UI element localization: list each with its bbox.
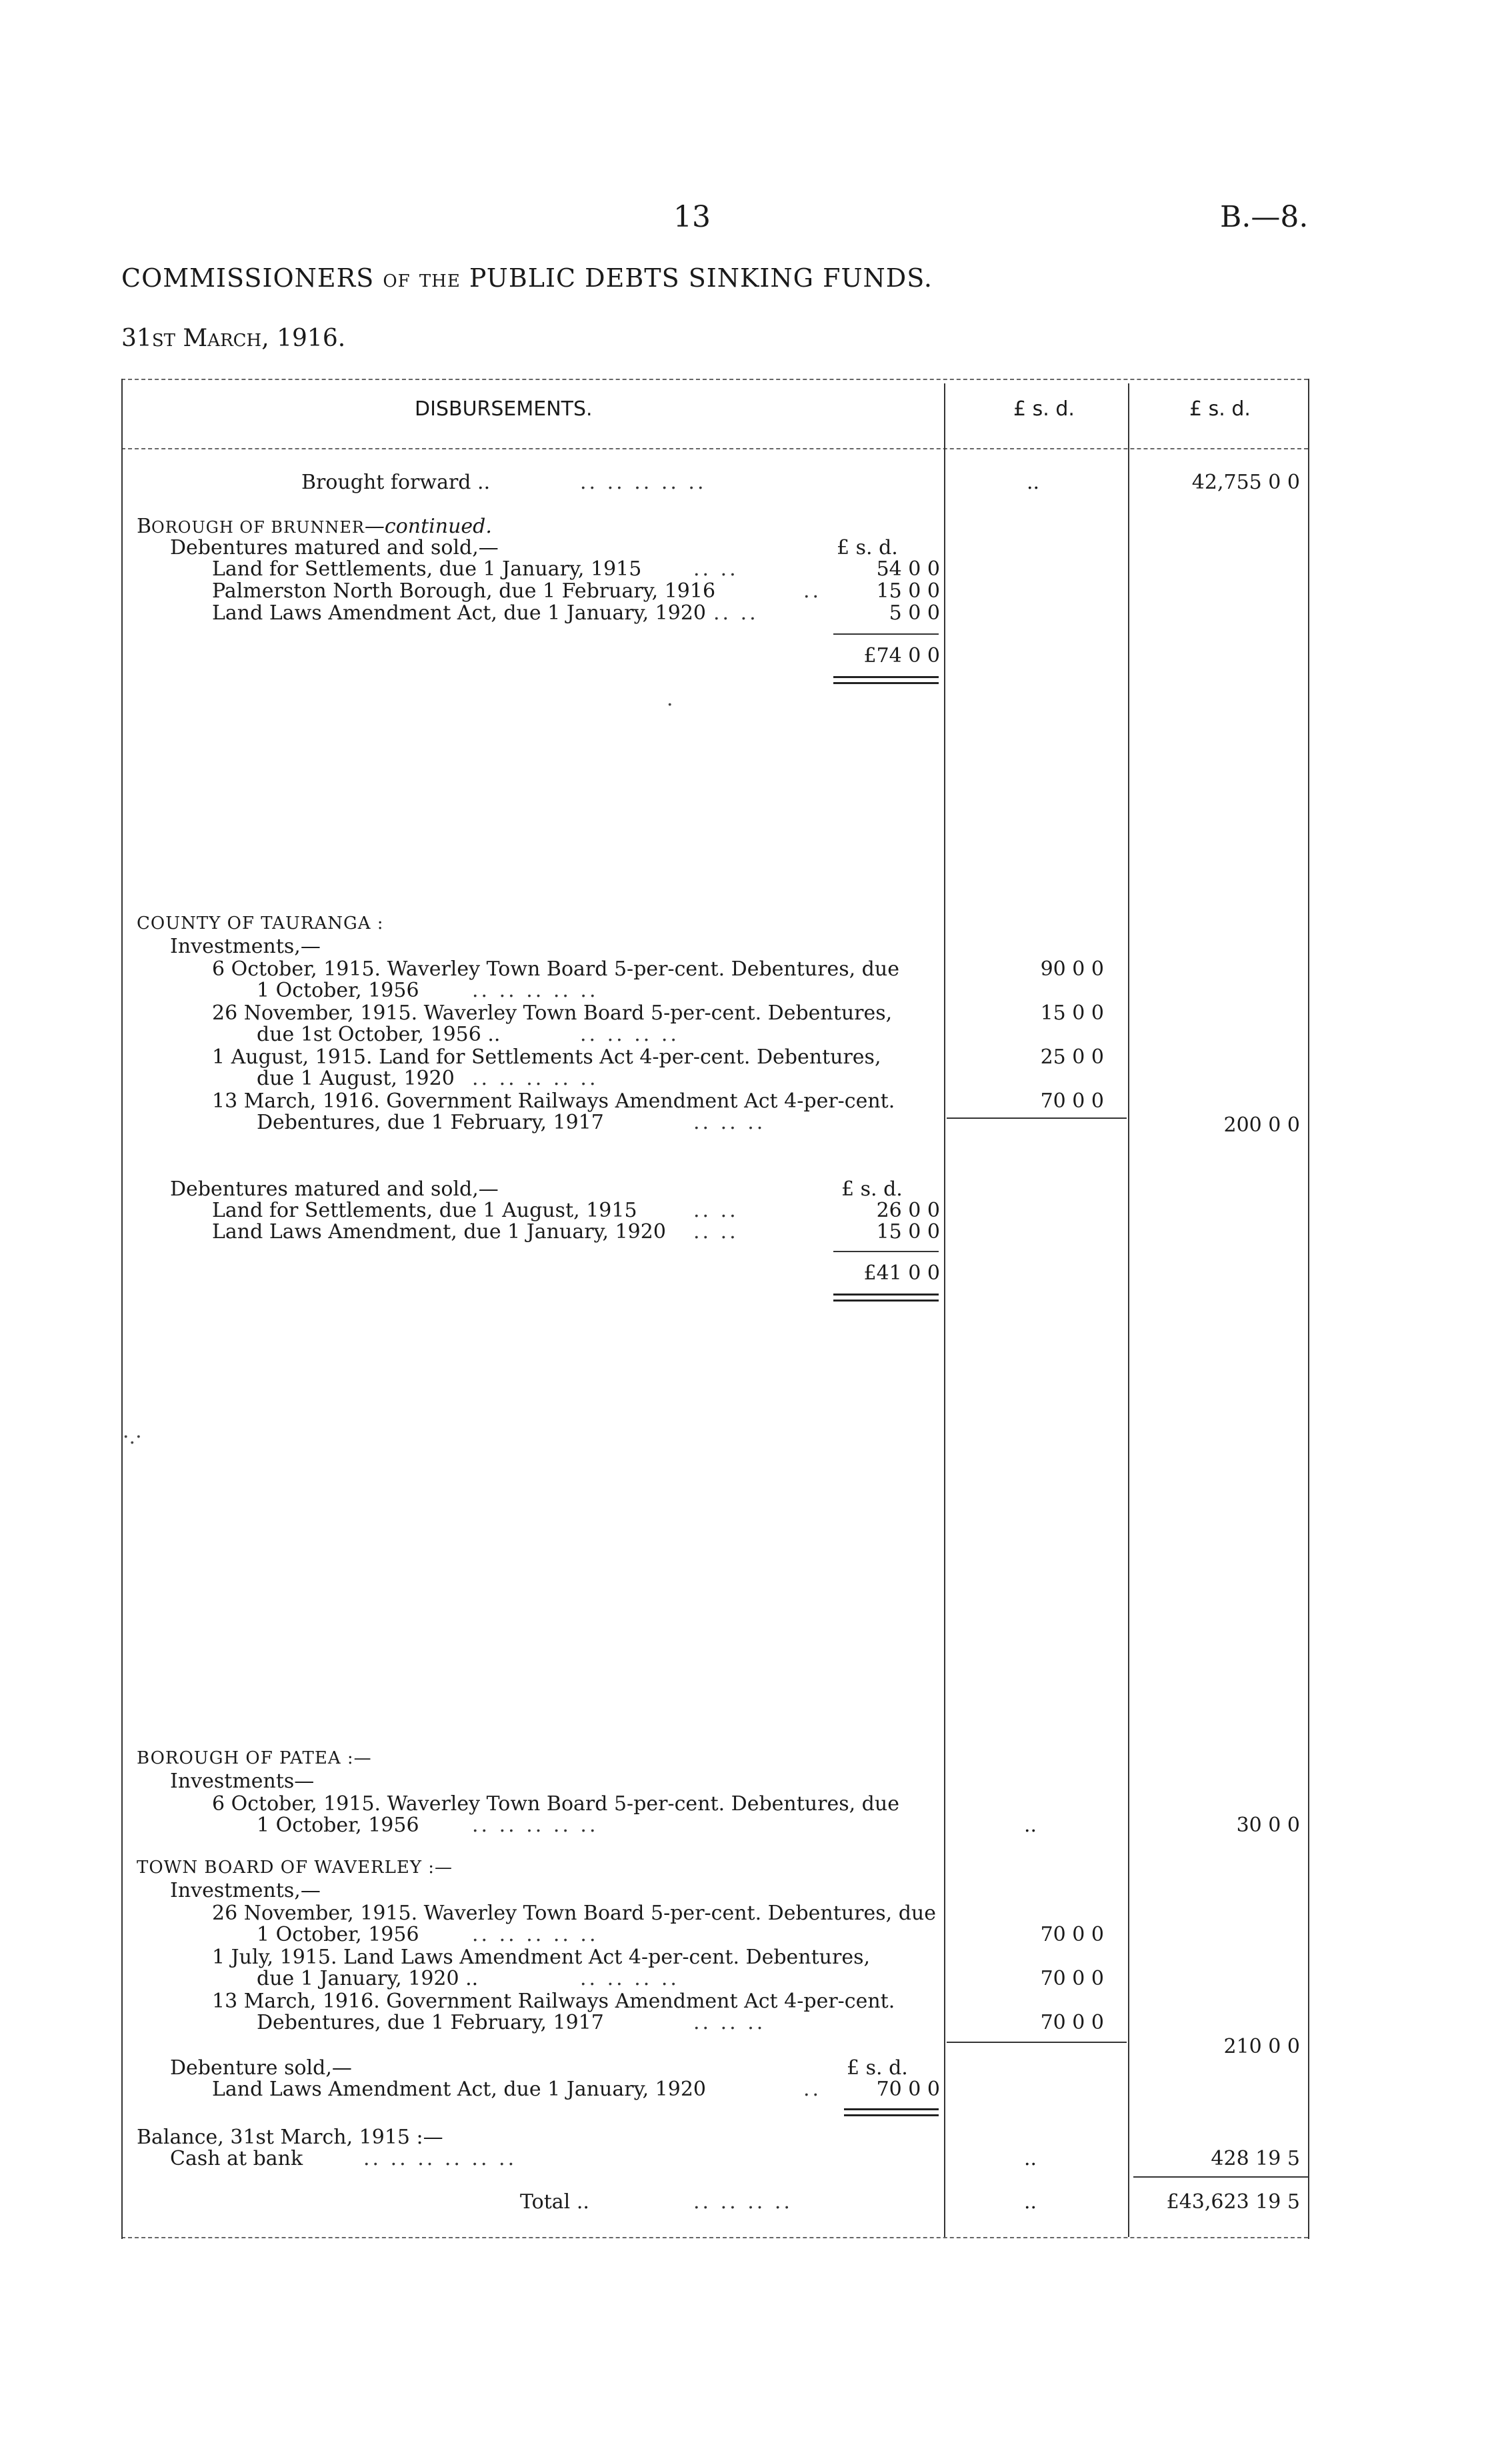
- tauranga-item-line1: 1 August, 1915. Land for Settlements Act 4-per-cent. Debentures,: [212, 1045, 881, 1069]
- waverley-sold-value: 70 0 0: [876, 2078, 940, 2101]
- tauranga-investments-rule: [947, 1117, 1127, 1119]
- column-divider-1: [944, 383, 945, 2237]
- ink-mark: ·.·: [123, 1426, 142, 1449]
- tauranga-item-line1: 6 October, 1915. Waverley Town Board 5-per-cent. Debentures, due: [212, 957, 899, 981]
- balance-label: Balance, 31st March, 1915 :—: [137, 2126, 443, 2149]
- tauranga-item-value: 25 0 0: [1040, 1045, 1104, 1069]
- tauranga-item-line2: 1 October, 1956: [257, 979, 419, 1002]
- left-border: [121, 379, 123, 2239]
- balance-dots: .. .. .. .. .. ..: [363, 2147, 517, 2170]
- table-top-rule: [121, 379, 1308, 380]
- brunner-sum-rule: [833, 633, 939, 635]
- tauranga-item-value: 90 0 0: [1040, 957, 1104, 981]
- tauranga-sold-label: Land for Settlements, due 1 August, 1915: [212, 1199, 637, 1222]
- tauranga-sold-value: 15 0 0: [876, 1220, 940, 1244]
- brunner-item-value: 15 0 0: [876, 579, 940, 603]
- waverley-item-line2: 1 October, 1956: [257, 1923, 419, 1946]
- patea-sub: Investments—: [170, 1770, 315, 1793]
- waverley-investments-rule: [947, 2042, 1127, 2043]
- tauranga-sold-dots: .. ..: [693, 1220, 739, 1244]
- date-st: ST: [151, 331, 175, 351]
- tauranga-item-line2: due 1st October, 1956 ..: [257, 1023, 501, 1046]
- waverley-double-rule: [844, 2108, 939, 2116]
- tauranga-sold-total: £41 0 0: [863, 1262, 940, 1285]
- waverley-item-line2: due 1 January, 1920 ..: [257, 1967, 479, 1990]
- brunner-heading-rest: OROUGH OF BRUNNER: [151, 518, 365, 537]
- brunner-item-value: 5 0 0: [889, 601, 940, 625]
- tauranga-sold-value: 26 0 0: [876, 1199, 940, 1222]
- waverley-heading: TOWN BOARD OF WAVERLEY :—: [137, 1858, 453, 1878]
- total-label: Total ..: [520, 2190, 589, 2214]
- total-dots: .. .. .. ..: [693, 2190, 793, 2214]
- column-divider-2: [1128, 383, 1129, 2237]
- brunner-item-value: 54 0 0: [876, 557, 940, 581]
- header-rule: [121, 448, 1308, 449]
- waverley-sold-sub: Debenture sold,—: [170, 2056, 352, 2080]
- date-day: 31: [121, 325, 152, 352]
- brunner-item-label: Palmerston North Borough, due 1 February, 1916: [212, 579, 716, 603]
- waverley-investments-total: 210 0 0: [1223, 2035, 1300, 2058]
- brunner-heading-cap: B: [137, 515, 152, 538]
- tauranga-sold-sub: Debentures matured and sold,—: [170, 1177, 499, 1201]
- patea-heading: BOROUGH OF PATEA :—: [137, 1748, 372, 1768]
- brunner-item-label: Land for Settlements, due 1 January, 1915: [212, 557, 642, 581]
- brought-forward-dots: .. .. .. .. ..: [580, 471, 707, 494]
- brunner-continued: —continued.: [364, 515, 492, 538]
- waverley-sold-label: Land Laws Amendment Act, due 1 January, 1920: [212, 2078, 706, 2101]
- brunner-lsd-header: £ s. d.: [837, 536, 898, 559]
- brought-forward-col3: 42,755 0 0: [1191, 471, 1300, 494]
- patea-col2: ..: [1024, 1814, 1037, 1837]
- patea-line1: 6 October, 1915. Waverley Town Board 5-per-cent. Debentures, due: [212, 1792, 899, 1816]
- date-year: , 1916.: [261, 325, 346, 352]
- date-month-rest: ARCH: [207, 331, 262, 351]
- waverley-item-line1: 1 July, 1915. Land Laws Amendment Act 4-per-cent. Debentures,: [212, 1946, 871, 1969]
- document-reference: B.—8.: [1220, 200, 1309, 234]
- waverley-item-dots: .. .. .. ..: [580, 1967, 679, 1990]
- tauranga-sold-label: Land Laws Amendment, due 1 January, 1920: [212, 1220, 666, 1244]
- total-rule: [1133, 2176, 1308, 2178]
- brunner-double-rule: [833, 676, 939, 684]
- date-line: [121, 325, 345, 352]
- brought-forward-label: Brought forward ..: [301, 471, 491, 494]
- waverley-item-value: 70 0 0: [1040, 1923, 1104, 1946]
- tauranga-item-dots: .. .. .. ..: [580, 1023, 679, 1046]
- brunner-item-label: Land Laws Amendment Act, due 1 January, 1920: [212, 601, 706, 625]
- speck-mark: ·: [667, 693, 673, 717]
- tauranga-lsd-header: £ s. d.: [841, 1177, 903, 1201]
- header-disbursements: DISBURSEMENTS.: [415, 397, 593, 421]
- waverley-item-dots: .. .. .. .. ..: [472, 1923, 599, 1946]
- balance-col2: ..: [1024, 2147, 1037, 2170]
- tauranga-item-line2: Debentures, due 1 February, 1917: [257, 1111, 604, 1134]
- tauranga-double-rule: [833, 1294, 939, 1302]
- brunner-item-dots: .. ..: [713, 601, 759, 625]
- title-the: THE: [419, 271, 461, 291]
- brunner-sub: Debentures matured and sold,—: [170, 536, 499, 559]
- waverley-item-line2: Debentures, due 1 February, 1917: [257, 2011, 604, 2034]
- brought-forward-col2: ..: [1027, 471, 1040, 494]
- title-of: OF: [383, 271, 411, 291]
- tauranga-item-dots: .. .. .. .. ..: [472, 1067, 599, 1090]
- header-col2: £ s. d.: [1013, 397, 1075, 421]
- tauranga-item-line1: 13 March, 1916. Government Railways Amendment Act 4-per-cent.: [212, 1089, 895, 1113]
- tauranga-sold-dots: .. ..: [693, 1199, 739, 1222]
- header-col3: £ s. d.: [1189, 397, 1251, 421]
- date-month-first: M: [183, 325, 208, 352]
- tauranga-investments-total: 200 0 0: [1223, 1113, 1300, 1137]
- table-bottom-rule: [121, 2237, 1308, 2238]
- tauranga-item-line1: 26 November, 1915. Waverley Town Board 5-per-cent. Debentures,: [212, 1001, 893, 1025]
- brunner-item-dots: .. ..: [693, 557, 739, 581]
- right-border: [1308, 379, 1309, 2239]
- waverley-item-line1: 13 March, 1916. Government Railways Amendment Act 4-per-cent.: [212, 1990, 895, 2013]
- waverley-item-value: 70 0 0: [1040, 1967, 1104, 1990]
- waverley-item-dots: .. .. ..: [693, 2011, 766, 2034]
- waverley-item-line1: 26 November, 1915. Waverley Town Board 5-per-cent. Debentures, due: [212, 1902, 936, 1925]
- title-part2: PUBLIC DEBTS SINKING FUNDS.: [469, 263, 933, 293]
- tauranga-item-dots: .. .. ..: [693, 1111, 766, 1134]
- title-part1: COMMISSIONERS: [121, 263, 375, 293]
- page-number: 13: [673, 200, 711, 234]
- patea-line2: 1 October, 1956: [257, 1814, 419, 1837]
- tauranga-item-value: 70 0 0: [1040, 1089, 1104, 1113]
- waverley-lsd-header: £ s. d.: [847, 2056, 908, 2080]
- tauranga-item-dots: .. .. .. .. ..: [472, 979, 599, 1002]
- waverley-sub: Investments,—: [170, 1879, 321, 1902]
- tauranga-sub: Investments,—: [170, 935, 321, 958]
- waverley-sold-dots: ..: [803, 2078, 822, 2101]
- patea-dots: .. .. .. .. ..: [472, 1814, 599, 1837]
- brunner-item-dots: ..: [803, 579, 822, 603]
- waverley-item-value: 70 0 0: [1040, 2011, 1104, 2034]
- tauranga-item-value: 15 0 0: [1040, 1001, 1104, 1025]
- brunner-total: £74 0 0: [863, 644, 940, 667]
- balance-col3: 428 19 5: [1211, 2147, 1300, 2170]
- total-col3: £43,623 19 5: [1166, 2190, 1300, 2214]
- brunner-heading: [137, 515, 492, 538]
- tauranga-sold-sum-rule: [833, 1251, 939, 1252]
- page-title: [121, 263, 933, 293]
- tauranga-heading: COUNTY OF TAURANGA :: [137, 913, 384, 933]
- tauranga-item-line2: due 1 August, 1920: [257, 1067, 455, 1090]
- total-col2: ..: [1024, 2190, 1037, 2214]
- balance-sub: Cash at bank: [170, 2147, 303, 2170]
- patea-col3: 30 0 0: [1236, 1814, 1300, 1837]
